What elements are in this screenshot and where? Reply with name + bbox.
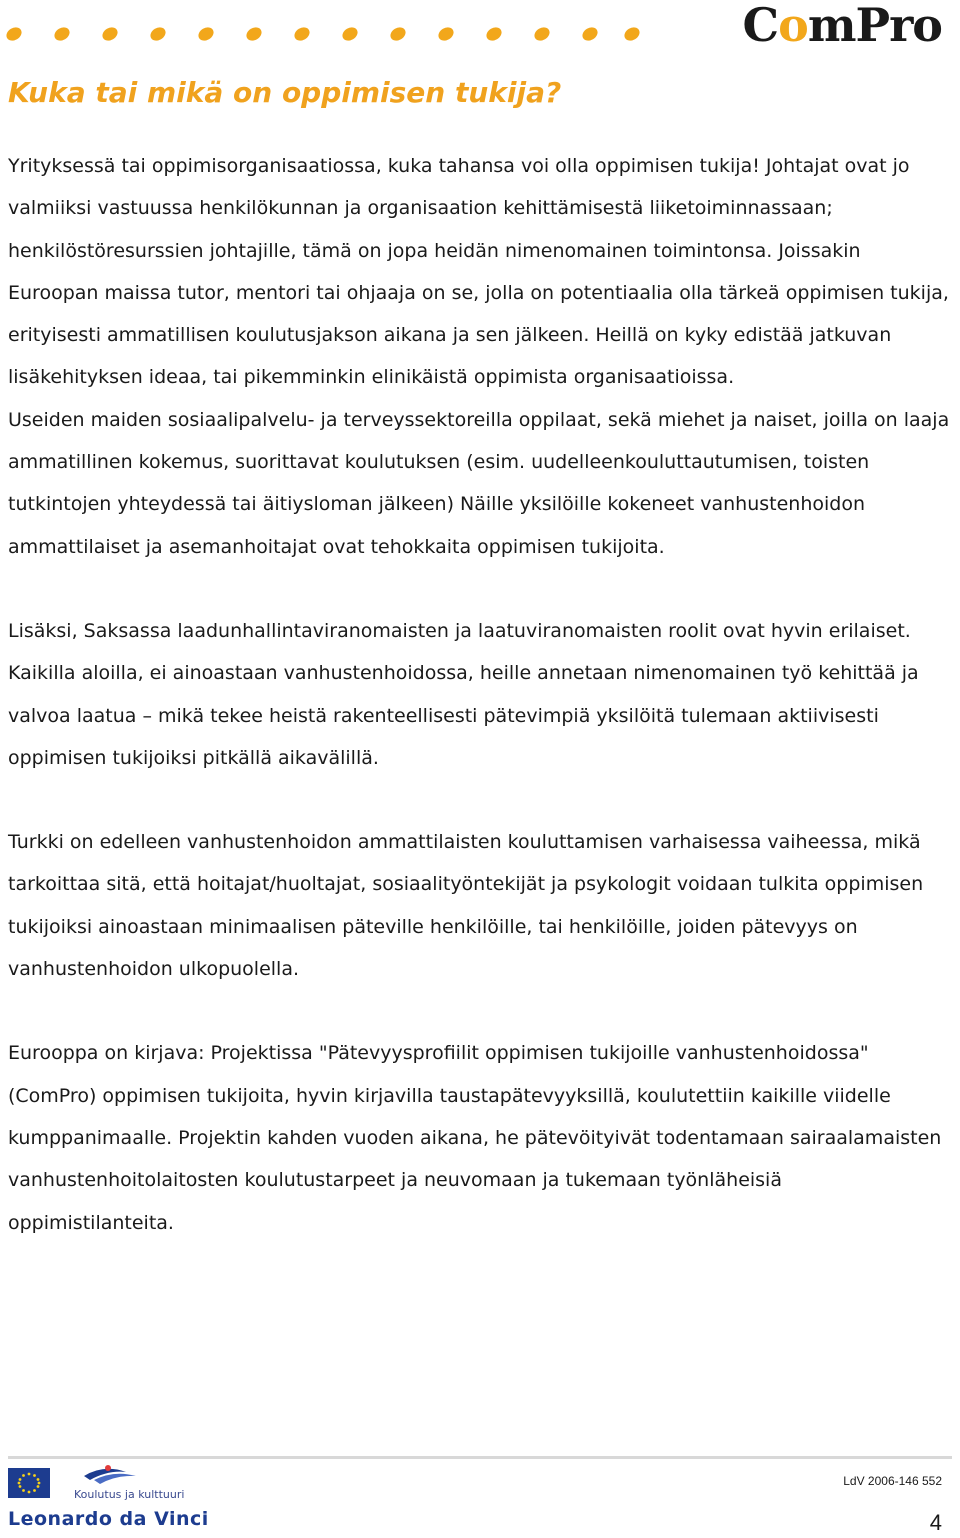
dot xyxy=(436,25,456,43)
dot xyxy=(148,25,168,43)
page-title: Kuka tai mikä on oppimisen tukija? xyxy=(8,76,562,109)
page-number: 4 xyxy=(929,1510,942,1535)
dot xyxy=(622,25,642,43)
body-text xyxy=(8,145,953,1244)
dot xyxy=(388,25,408,43)
decorative-dot-row xyxy=(4,24,644,44)
dot xyxy=(4,25,24,43)
dot xyxy=(52,25,72,43)
paragraph-1: Yrityksessä tai oppimisorganisaatiossa, kuka tahansa voi olla oppimisen tukija! Johtajat ovat jo valmiiksi vastuussa henkilökunnan ja organisaation kehittämisestä liiketoiminnassaan; henkilöstöresurssien johtajille, tämä on jopa heidän nimenomainen toimintonsa. Joissakin Euroopan maissa tutor, mentori tai ohjaaja on se, jolla on potentiaalia olla tärkeä oppimisen tukija, erityisesti ammatillisen koulutusjakson aikana ja sen jälkeen. Heillä on kyky edistää jatkuvan lisäkehityksen ideaa, tai pikemminkin elinikäistä oppimista organisaatioissa. xyxy=(8,155,949,389)
footer-divider xyxy=(8,1456,952,1459)
paragraph-5: Eurooppa on kirjava: Projektissa "Pätevyysprofiilit oppimisen tukijoille vanhustenhoidossa" (ComPro) oppimisen tukijoita, hyvin kirjavilla taustapätevyyksillä, koulutettiin kaikille viidelle kumppanimaalle. Projektin kahden vuoden aikana, he pätevöityivät todentamaan sairaalamaisten vanhustenhoitolaitosten koulutustarpeet ja neuvomaan ja tukemaan työnläheisiä oppimistilanteita. xyxy=(8,1042,942,1234)
dot xyxy=(580,25,600,43)
dot xyxy=(100,25,120,43)
eu-flag-icon xyxy=(8,1468,50,1498)
dot xyxy=(484,25,504,43)
koulutus-ja-kulttuuri-label: Koulutus ja kulttuuri xyxy=(74,1488,185,1501)
paragraph-2: Useiden maiden sosiaalipalvelu- ja terveyssektoreilla oppilaat, sekä miehet ja naiset, joilla on laaja ammatillinen kokemus, suorittavat koulutuksen (esim. uudelleenkouluttautumisen, toisten tutkintojen yhteydessä tai äitiysloman jälkeen) Näille yksilöille kokeneet vanhustenhoidon ammattilaiset ja asemanhoitajat ovat tehokkaita oppimisen tukijoita. xyxy=(8,408,950,558)
project-code: LdV 2006-146 552 xyxy=(843,1474,942,1488)
compro-logo: ComPro xyxy=(742,0,942,52)
dot xyxy=(340,25,360,43)
dot xyxy=(244,25,264,43)
paragraph-4: Turkki on edelleen vanhustenhoidon ammattilaisten kouluttamisen varhaisessa vaiheessa, mikä tarkoittaa sitä, että hoitajat/huoltajat, sosiaalityöntekijät ja psykologit voidaan tulkita oppimisen tukijoiksi ainoastaan minimaalisen päteville henkilöille, tai henkilöille, joiden pätevyys on vanhustenhoidon ulkopuolella. xyxy=(8,831,924,981)
dot xyxy=(292,25,312,43)
leonardo-da-vinci-label: Leonardo da Vinci xyxy=(8,1508,209,1530)
paragraph-3: Lisäksi, Saksassa laadunhallintaviranomaisten ja laatuviranomaisten roolit ovat hyvin erilaiset. Kaikilla aloilla, ei ainoastaan vanhustenhoidossa, heille annetaan nimenomainen työ kehittää ja valvoa laatua – mikä tekee heistä rakenteellisesti pätevimpiä yksilöitä tulemaan aktiivisesti oppimisen tukijoiksi pitkällä aikavälillä. xyxy=(8,619,919,769)
dot xyxy=(196,25,216,43)
dot xyxy=(532,25,552,43)
